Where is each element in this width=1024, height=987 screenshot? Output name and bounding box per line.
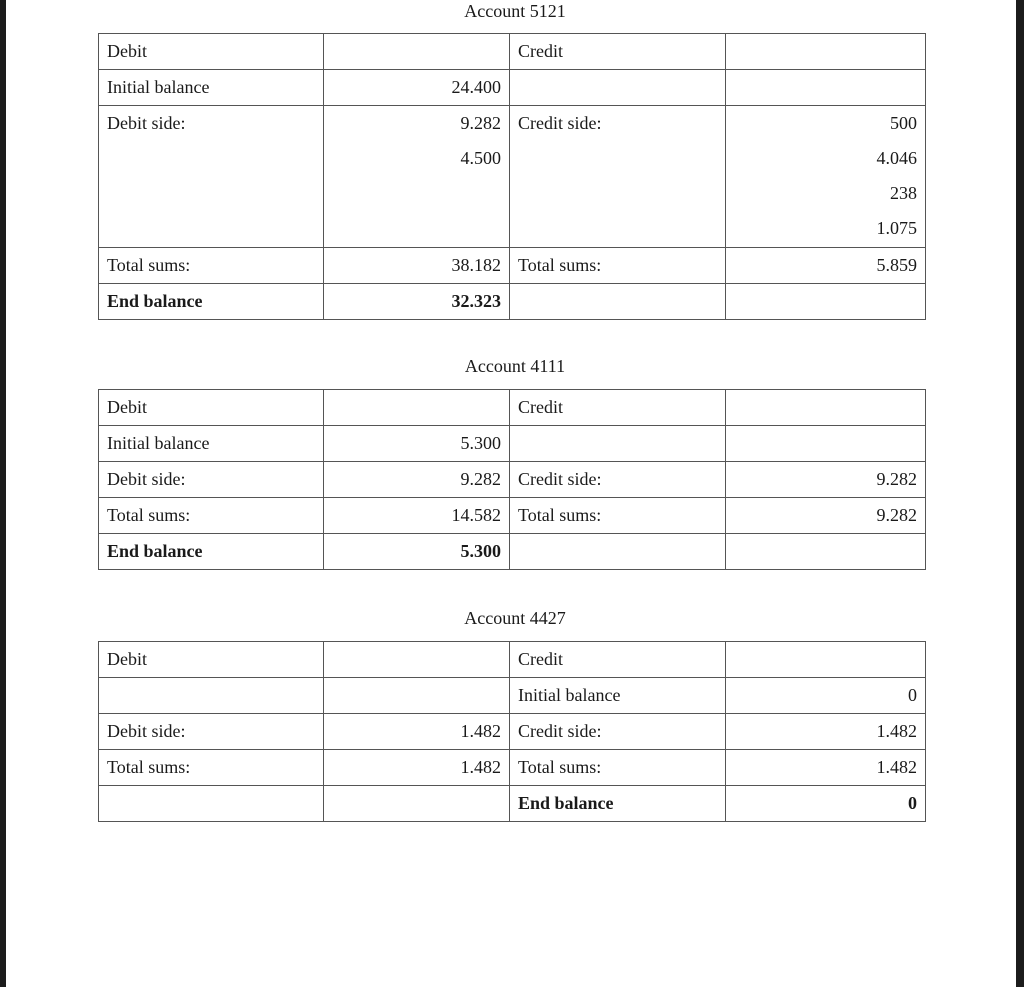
table-row <box>99 534 926 570</box>
table-row <box>99 70 926 106</box>
credit-side-label: Credit side: <box>510 714 726 750</box>
table-row <box>99 426 926 462</box>
credit-total: 5.859 <box>726 248 926 284</box>
debit-side-value: 9.282 <box>460 113 501 133</box>
debit-total: 14.582 <box>324 498 510 534</box>
empty-cell <box>726 70 926 106</box>
table-row <box>99 106 926 248</box>
initial-balance-value: 24.400 <box>324 70 510 106</box>
document-page <box>6 0 1016 987</box>
credit-header-value <box>726 34 926 70</box>
debit-header: Debit <box>99 642 324 678</box>
table-row <box>99 786 926 822</box>
initial-balance-value: 5.300 <box>324 426 510 462</box>
table-row <box>99 714 926 750</box>
credit-header: Credit <box>510 390 726 426</box>
empty-cell <box>726 284 926 320</box>
end-balance-value: 5.300 <box>324 534 510 570</box>
end-balance-label: End balance <box>99 284 324 320</box>
empty-cell <box>726 426 926 462</box>
debit-side-value: 1.482 <box>324 714 510 750</box>
empty-cell <box>510 426 726 462</box>
end-balance-value: 32.323 <box>324 284 510 320</box>
total-sums-label: Total sums: <box>99 498 324 534</box>
empty-cell <box>324 678 510 714</box>
credit-header: Credit <box>510 34 726 70</box>
credit-total: 1.482 <box>726 750 926 786</box>
empty-cell <box>726 534 926 570</box>
credit-side-value: 4.046 <box>876 148 917 168</box>
account-5121-table <box>98 33 926 320</box>
debit-side-label: Debit side: <box>99 714 324 750</box>
credit-header-value <box>726 390 926 426</box>
table-row <box>99 34 926 70</box>
credit-side-values <box>726 106 926 248</box>
credit-side-value: 9.282 <box>726 462 926 498</box>
credit-side-label: Credit side: <box>510 106 726 248</box>
table-row <box>99 678 926 714</box>
credit-total: 9.282 <box>726 498 926 534</box>
credit-side-value: 1.482 <box>726 714 926 750</box>
initial-balance-label: Initial balance <box>99 70 324 106</box>
empty-cell <box>510 284 726 320</box>
account-5121-title: Account 5121 <box>464 1 566 21</box>
end-balance-value: 0 <box>726 786 926 822</box>
empty-cell <box>99 786 324 822</box>
credit-side-label: Credit side: <box>510 462 726 498</box>
total-sums-label: Total sums: <box>99 750 324 786</box>
credit-total-label: Total sums: <box>510 750 726 786</box>
credit-header: Credit <box>510 642 726 678</box>
table-row <box>99 498 926 534</box>
debit-side-label: Debit side: <box>99 462 324 498</box>
initial-balance-label: Initial balance <box>510 678 726 714</box>
table-row <box>99 248 926 284</box>
account-4111-table <box>98 389 926 570</box>
empty-cell <box>510 534 726 570</box>
initial-balance-value: 0 <box>726 678 926 714</box>
credit-header-value <box>726 642 926 678</box>
credit-side-value: 1.075 <box>876 218 917 238</box>
debit-side-label: Debit side: <box>99 106 324 248</box>
credit-side-value: 500 <box>890 113 917 133</box>
table-row <box>99 284 926 320</box>
debit-total: 1.482 <box>324 750 510 786</box>
credit-total-label: Total sums: <box>510 248 726 284</box>
end-balance-label: End balance <box>510 786 726 822</box>
debit-header-value <box>324 390 510 426</box>
account-4427-table <box>98 641 926 822</box>
debit-header-value <box>324 34 510 70</box>
total-sums-label: Total sums: <box>99 248 324 284</box>
table-row <box>99 750 926 786</box>
credit-total-label: Total sums: <box>510 498 726 534</box>
account-4427-title: Account 4427 <box>464 608 566 628</box>
empty-cell <box>510 70 726 106</box>
credit-side-value: 238 <box>890 183 917 203</box>
initial-balance-label: Initial balance <box>99 426 324 462</box>
debit-header: Debit <box>99 34 324 70</box>
account-4111-title: Account 4111 <box>464 356 566 376</box>
table-row <box>99 642 926 678</box>
empty-cell <box>99 678 324 714</box>
debit-side-values <box>324 106 510 248</box>
debit-side-value: 4.500 <box>460 148 501 168</box>
end-balance-label: End balance <box>99 534 324 570</box>
debit-side-value: 9.282 <box>324 462 510 498</box>
empty-cell <box>324 786 510 822</box>
debit-total: 38.182 <box>324 248 510 284</box>
table-row <box>99 390 926 426</box>
debit-header-value <box>324 642 510 678</box>
table-row <box>99 462 926 498</box>
debit-header: Debit <box>99 390 324 426</box>
